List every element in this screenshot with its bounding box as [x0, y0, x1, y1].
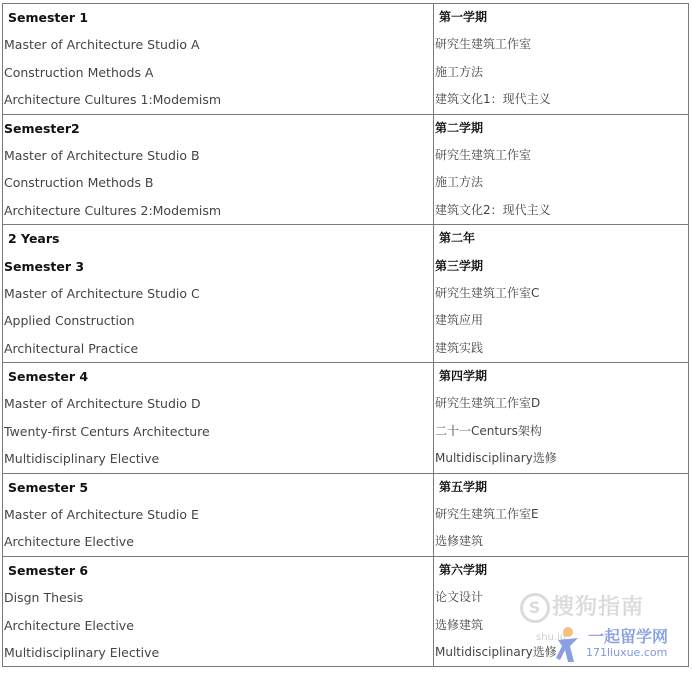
course-name: 研究生建筑工作室E [435, 507, 539, 522]
site-watermark-title: 一起留学网 [588, 627, 669, 646]
course-name: Multidisciplinary Elective [4, 451, 160, 467]
course-name: Architecture Elective [4, 617, 134, 633]
semester-heading: 第五学期 [439, 479, 488, 494]
curriculum-table-body [3, 4, 689, 667]
english-course-cell [3, 363, 434, 474]
course-name: 研究生建筑工作室D [435, 396, 541, 411]
semester-heading: 第二学期 [435, 120, 484, 135]
course-name: Architecture Elective [4, 534, 134, 550]
course-name: Disgn Thesis [4, 590, 84, 606]
semester-heading: 2 Years [8, 231, 60, 247]
site-watermark-url: 171liuxue.com [586, 646, 668, 659]
course-name: Architecture Cultures 1:Modemism [4, 92, 222, 108]
sogou-logo-icon: S [520, 593, 550, 623]
chinese-course-cell [434, 4, 689, 115]
course-name: Construction Methods A [4, 64, 154, 80]
semester-block [3, 363, 689, 474]
english-course-cell [3, 225, 434, 363]
course-name: Master of Architecture Studio E [4, 507, 199, 523]
curriculum-table [2, 3, 689, 667]
semester-heading: 第一学期 [439, 10, 488, 24]
semester-heading: Semester 6 [8, 562, 89, 578]
course-name: Twenty-first Centurs Architecture [4, 423, 210, 439]
semester-block [3, 225, 689, 363]
semester-heading: 第四学期 [439, 369, 488, 384]
english-course-cell [3, 4, 434, 115]
sogou-watermark-text: 搜狗指南 [552, 595, 645, 620]
semester-block [3, 4, 689, 115]
semester-heading: Semester 4 [8, 369, 89, 385]
semester-block [3, 114, 689, 225]
chinese-course-cell [434, 473, 689, 556]
course-name: Master of Architecture Studio D [4, 396, 201, 412]
semester-block [3, 473, 689, 556]
course-name: Applied Construction [4, 313, 135, 329]
course-name: 建筑实践 [435, 340, 484, 355]
semester-heading: 第六学期 [439, 562, 488, 577]
semester-heading: Semester 1 [8, 10, 89, 25]
chinese-course-cell [434, 363, 689, 474]
site-watermark [536, 624, 680, 668]
chinese-course-cell [434, 225, 689, 363]
english-course-cell [3, 473, 434, 556]
course-name: Multidisciplinary选修 [435, 451, 557, 466]
course-name: Architecture Cultures 2:Modemism [4, 202, 222, 218]
english-course-cell [3, 556, 434, 667]
sogou-watermark [520, 590, 644, 623]
course-name: 研究生建筑工作室 [435, 147, 532, 162]
site-watermark-faint: shu.io [536, 632, 566, 643]
course-name: 选修建筑 [435, 534, 484, 549]
course-name: Multidisciplinary Elective [4, 644, 160, 660]
course-name: Construction Methods B [4, 175, 154, 191]
course-name: 选修建筑 [435, 617, 484, 632]
course-name: 研究生建筑工作室C [435, 285, 540, 300]
course-name: 建筑文化1：现代主义 [435, 92, 551, 107]
course-name: 建筑应用 [435, 313, 484, 328]
course-name: Architectural Practice [4, 340, 139, 356]
semester-heading: 第二年 [439, 231, 476, 246]
course-name: Master of Architecture Studio C [4, 285, 200, 301]
course-name: 施工方法 [435, 64, 484, 79]
course-name: Master of Architecture Studio A [4, 37, 200, 53]
course-name: 建筑文化2：现代主义 [435, 202, 551, 217]
english-course-cell [3, 114, 434, 225]
semester-heading: Semester 3 [4, 258, 85, 274]
course-name: 施工方法 [435, 175, 484, 190]
chinese-course-cell [434, 114, 689, 225]
semester-heading: 第三学期 [435, 258, 484, 273]
semester-heading: Semester2 [4, 120, 80, 136]
course-name: Master of Architecture Studio B [4, 147, 200, 163]
course-name: 论文设计 [435, 590, 484, 605]
course-name: 研究生建筑工作室 [435, 37, 532, 52]
course-name: Multidisciplinary选修 [435, 644, 557, 659]
course-name: 二十一Centurs架构 [435, 423, 542, 438]
semester-heading: Semester 5 [8, 479, 89, 495]
